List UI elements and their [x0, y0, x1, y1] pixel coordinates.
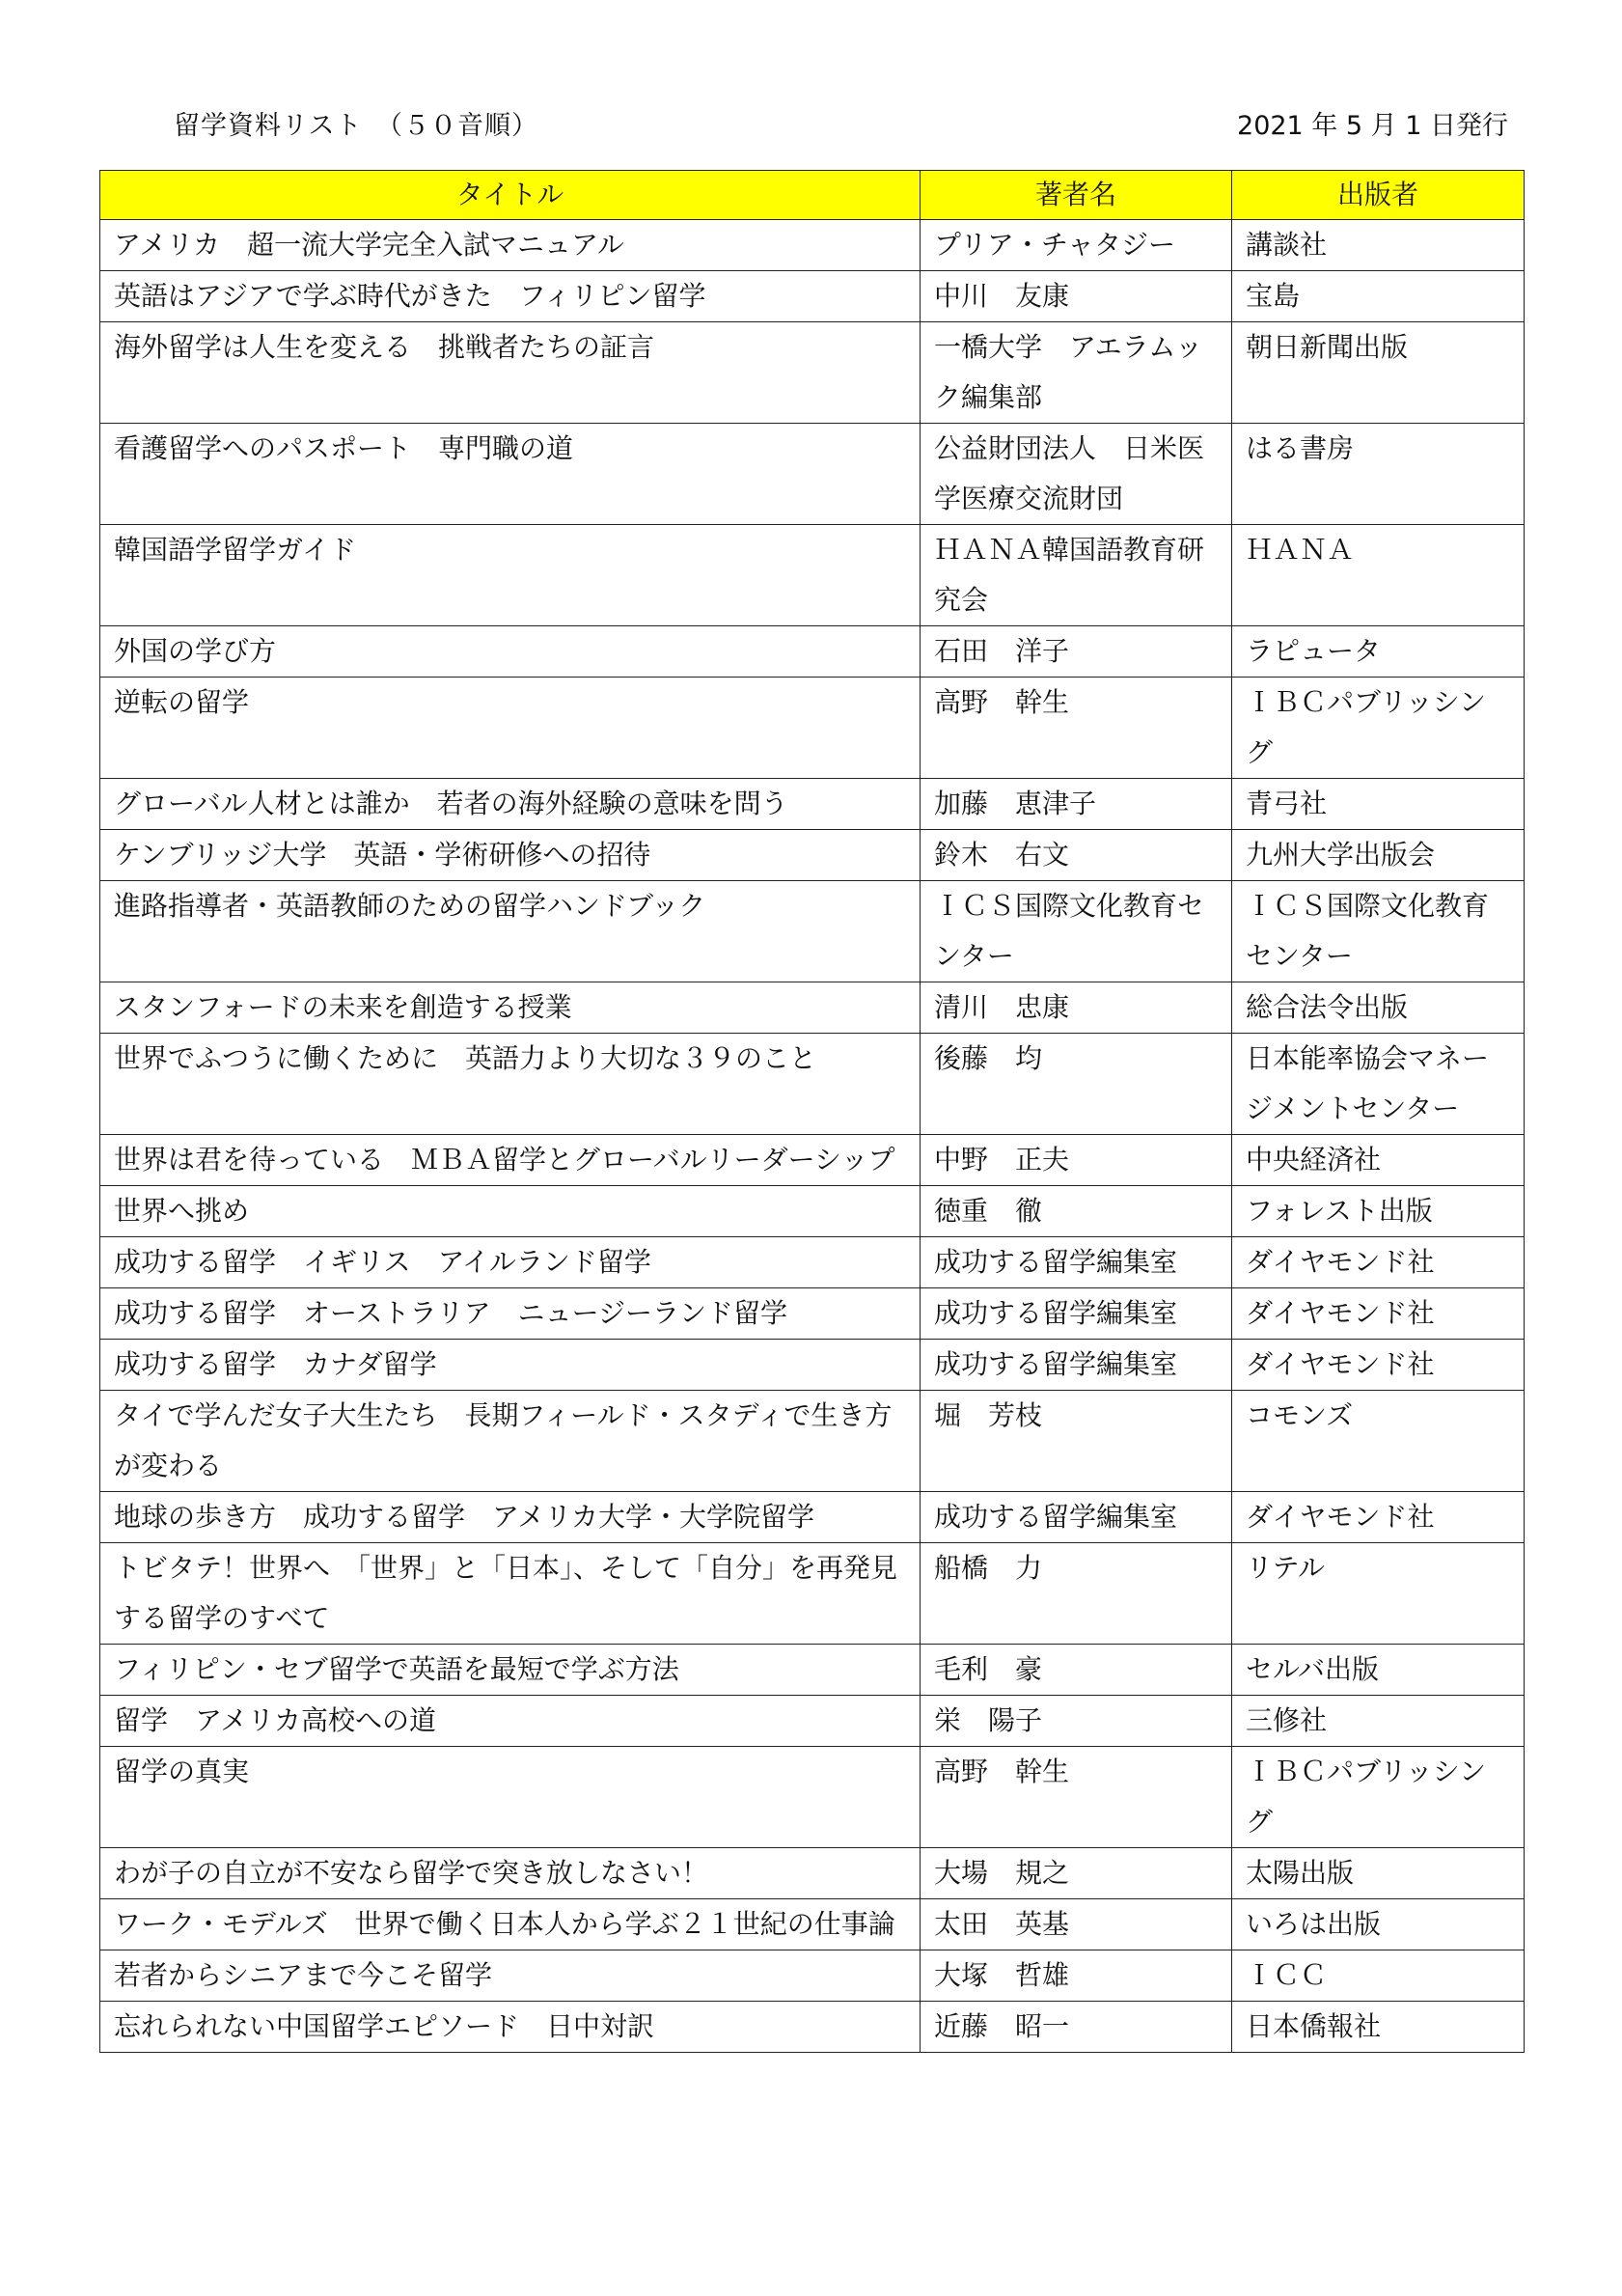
cell-publisher: 朝日新聞出版 — [1232, 322, 1525, 424]
cell-publisher: ＩＣＳ国際文化教育センター — [1232, 881, 1525, 982]
cell-title: スタンフォードの未来を創造する授業 — [100, 982, 921, 1034]
cell-title: トビタテ！世界へ 「世界」と「日本」、そして「自分」を再発見する留学のすべて — [100, 1543, 921, 1645]
table-row — [100, 1696, 1525, 1747]
table-body — [100, 220, 1525, 2053]
table-row — [100, 1340, 1525, 1391]
cell-title: 英語はアジアで学ぶ時代がきた フィリピン留学 — [100, 271, 921, 322]
cell-publisher: 中央経済社 — [1232, 1135, 1525, 1186]
cell-title: ケンブリッジ大学 英語・学術研修への招待 — [100, 830, 921, 881]
table-row — [100, 1186, 1525, 1237]
table-row — [100, 1237, 1525, 1288]
cell-publisher: セルバ出版 — [1232, 1645, 1525, 1696]
cell-title: 韓国語学留学ガイド — [100, 525, 921, 626]
cell-publisher: 青弓社 — [1232, 779, 1525, 830]
issue-date: 2021 年 5 月 1 日発行 — [1237, 111, 1508, 141]
cell-publisher: ＨＡＮＡ — [1232, 525, 1525, 626]
cell-author: 加藤 恵津子 — [921, 779, 1232, 830]
cell-author: 大場 規之 — [921, 1848, 1232, 1899]
page-title: 留学資料リスト （５０音順） — [174, 111, 538, 141]
cell-author: 成功する留学編集室 — [921, 1288, 1232, 1340]
cell-title: タイで学んだ女子大生たち 長期フィールド・スタディで生き方が変わる — [100, 1391, 921, 1492]
cell-author: 公益財団法人 日米医学医療交流財団 — [921, 424, 1232, 525]
cell-title: 世界でふつうに働くために 英語力より大切な３９のこと — [100, 1034, 921, 1135]
cell-title: 世界へ挑め — [100, 1186, 921, 1237]
cell-publisher: いろは出版 — [1232, 1899, 1525, 1950]
table-row — [100, 1645, 1525, 1696]
cell-title: アメリカ 超一流大学完全入試マニュアル — [100, 220, 921, 271]
table-row — [100, 1135, 1525, 1186]
table-row — [100, 271, 1525, 322]
cell-author: 中川 友康 — [921, 271, 1232, 322]
cell-title: 看護留学へのパスポート 専門職の道 — [100, 424, 921, 525]
cell-title: 地球の歩き方 成功する留学 アメリカ大学・大学院留学 — [100, 1492, 921, 1543]
cell-author: 石田 洋子 — [921, 626, 1232, 678]
cell-author: 高野 幹生 — [921, 678, 1232, 779]
cell-title: 留学 アメリカ高校への道 — [100, 1696, 921, 1747]
cell-publisher: 日本能率協会マネージメントセンター — [1232, 1034, 1525, 1135]
table-row — [100, 1950, 1525, 2002]
table-row — [100, 982, 1525, 1034]
table-row — [100, 1848, 1525, 1899]
cell-author: 鈴木 右文 — [921, 830, 1232, 881]
table-row — [100, 525, 1525, 626]
cell-title: 成功する留学 イギリス アイルランド留学 — [100, 1237, 921, 1288]
cell-publisher: ダイヤモンド社 — [1232, 1237, 1525, 1288]
table-row — [100, 424, 1525, 525]
cell-author: 一橋大学 アエラムック編集部 — [921, 322, 1232, 424]
cell-title: わが子の自立が不安なら留学で突き放しなさい！ — [100, 1848, 921, 1899]
cell-title: ワーク・モデルズ 世界で働く日本人から学ぶ２１世紀の仕事論 — [100, 1899, 921, 1950]
cell-title: 進路指導者・英語教師のための留学ハンドブック — [100, 881, 921, 982]
table-row — [100, 779, 1525, 830]
cell-publisher: 太陽出版 — [1232, 1848, 1525, 1899]
table-row — [100, 220, 1525, 271]
cell-author: 船橋 力 — [921, 1543, 1232, 1645]
cell-author: 堀 芳枝 — [921, 1391, 1232, 1492]
cell-publisher: 九州大学出版会 — [1232, 830, 1525, 881]
cell-author: ＩＣＳ国際文化教育センター — [921, 881, 1232, 982]
cell-author: 成功する留学編集室 — [921, 1492, 1232, 1543]
cell-publisher: フォレスト出版 — [1232, 1186, 1525, 1237]
cell-publisher: ＩＢＣパブリッシング — [1232, 1747, 1525, 1848]
table-header — [100, 171, 1525, 220]
cell-author: プリア・チャタジー — [921, 220, 1232, 271]
table-row — [100, 1034, 1525, 1135]
cell-title: 逆転の留学 — [100, 678, 921, 779]
table-row — [100, 626, 1525, 678]
cell-title: 外国の学び方 — [100, 626, 921, 678]
cell-title: 海外留学は人生を変える 挑戦者たちの証言 — [100, 322, 921, 424]
table-row — [100, 1543, 1525, 1645]
column-header-title: タイトル — [100, 171, 921, 220]
cell-title: 成功する留学 カナダ留学 — [100, 1340, 921, 1391]
cell-author: 徳重 徹 — [921, 1186, 1232, 1237]
table-row — [100, 1492, 1525, 1543]
cell-title: 若者からシニアまで今こそ留学 — [100, 1950, 921, 2002]
cell-author: 後藤 均 — [921, 1034, 1232, 1135]
cell-publisher: ダイヤモンド社 — [1232, 1288, 1525, 1340]
table-row — [100, 830, 1525, 881]
cell-publisher: ダイヤモンド社 — [1232, 1340, 1525, 1391]
cell-author: 清川 忠康 — [921, 982, 1232, 1034]
cell-publisher: 総合法令出版 — [1232, 982, 1525, 1034]
cell-author: 太田 英基 — [921, 1899, 1232, 1950]
cell-publisher: 宝島 — [1232, 271, 1525, 322]
cell-publisher: 三修社 — [1232, 1696, 1525, 1747]
cell-author: 栄 陽子 — [921, 1696, 1232, 1747]
cell-publisher: ダイヤモンド社 — [1232, 1492, 1525, 1543]
table-row — [100, 322, 1525, 424]
cell-publisher: コモンズ — [1232, 1391, 1525, 1492]
table-row — [100, 2002, 1525, 2053]
cell-author: 成功する留学編集室 — [921, 1340, 1232, 1391]
cell-publisher: ラピュータ — [1232, 626, 1525, 678]
cell-title: 世界は君を待っている ＭＢＡ留学とグローバルリーダーシップ — [100, 1135, 921, 1186]
table-row — [100, 1899, 1525, 1950]
table-row — [100, 1288, 1525, 1340]
cell-author: 高野 幹生 — [921, 1747, 1232, 1848]
cell-author: 中野 正夫 — [921, 1135, 1232, 1186]
header-row — [100, 171, 1525, 220]
cell-title: 忘れられない中国留学エピソード 日中対訳 — [100, 2002, 921, 2053]
table-row — [100, 678, 1525, 779]
table-row — [100, 1747, 1525, 1848]
cell-title: フィリピン・セブ留学で英語を最短で学ぶ方法 — [100, 1645, 921, 1696]
resource-table — [99, 170, 1525, 2053]
table-row — [100, 881, 1525, 982]
column-header-author: 著者名 — [921, 171, 1232, 220]
cell-author: ＨＡＮＡ韓国語教育研究会 — [921, 525, 1232, 626]
cell-title: 留学の真実 — [100, 1747, 921, 1848]
cell-author: 大塚 哲雄 — [921, 1950, 1232, 2002]
cell-author: 毛利 豪 — [921, 1645, 1232, 1696]
cell-publisher: リテル — [1232, 1543, 1525, 1645]
cell-publisher: 講談社 — [1232, 220, 1525, 271]
column-header-publisher: 出版者 — [1232, 171, 1525, 220]
cell-author: 近藤 昭一 — [921, 2002, 1232, 2053]
cell-title: 成功する留学 オーストラリア ニュージーランド留学 — [100, 1288, 921, 1340]
cell-publisher: 日本僑報社 — [1232, 2002, 1525, 2053]
cell-publisher: ＩＢＣパブリッシング — [1232, 678, 1525, 779]
cell-author: 成功する留学編集室 — [921, 1237, 1232, 1288]
cell-publisher: はる書房 — [1232, 424, 1525, 525]
table-row — [100, 1391, 1525, 1492]
cell-publisher: ＩＣＣ — [1232, 1950, 1525, 2002]
cell-title: グローバル人材とは誰か 若者の海外経験の意味を問う — [100, 779, 921, 830]
